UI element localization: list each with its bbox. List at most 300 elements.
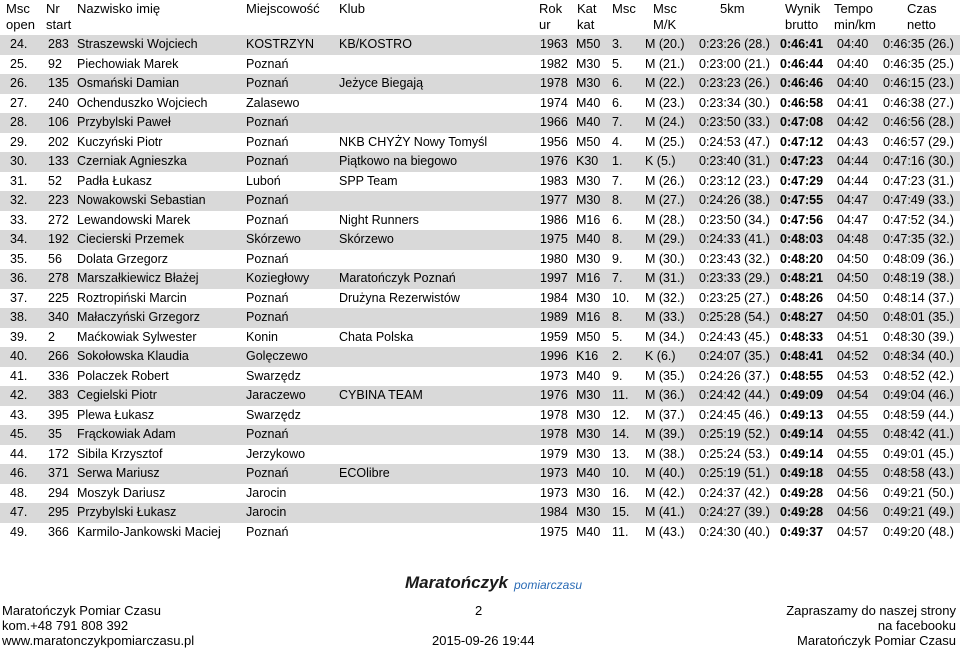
cell-nr: 56: [48, 251, 62, 266]
cell-club: Skórzewo: [339, 232, 394, 246]
cell-netto: 0:46:38 (27.): [883, 95, 954, 110]
cell-brutto: 0:49:14: [780, 446, 824, 461]
cell-tempo: 04:52: [837, 349, 869, 363]
cell-club: CYBINA TEAM: [339, 388, 423, 402]
table-row: [0, 328, 960, 348]
cell-cat: M40: [576, 232, 601, 246]
cell-year: 1978: [540, 407, 568, 422]
cell-brutto: 0:46:46: [780, 76, 824, 90]
table-row: [0, 211, 960, 231]
cell-cat: M30: [576, 290, 601, 305]
cell-cat: M30: [576, 173, 601, 188]
cell-km5: 0:23:34 (30.): [699, 95, 770, 110]
cell-brutto: 0:47:08: [780, 115, 824, 129]
cell-msc: 47.: [10, 505, 28, 519]
cell-km5: 0:24:27 (39.): [699, 505, 770, 519]
cell-msc: 46.: [10, 466, 28, 480]
table-row: [0, 523, 960, 543]
cell-km5: 0:24:45 (46.): [699, 407, 770, 422]
logo-brand: Maratończyk: [405, 573, 508, 592]
cell-km5: 0:25:24 (53.): [699, 446, 770, 461]
cell-cat: M40: [576, 95, 601, 110]
cell-netto: 0:49:21 (50.): [883, 485, 954, 500]
col-header-start: start: [46, 17, 72, 32]
table-row: [0, 250, 960, 270]
cell-year: 1975: [540, 524, 568, 539]
cell-city: Konin: [246, 329, 278, 344]
cell-year: 1989: [540, 310, 568, 324]
cell-netto: 0:46:15 (23.): [883, 76, 954, 90]
cell-city: Jarocin: [246, 505, 287, 519]
cell-km5: 0:24:42 (44.): [699, 388, 770, 402]
cell-cat: M30: [576, 505, 601, 519]
cell-club: Piątkowo na biegowo: [339, 154, 458, 168]
cell-tempo: 04:40: [837, 37, 869, 51]
table-row: [0, 191, 960, 211]
cell-name: Roztropiński Marcin: [77, 290, 187, 305]
cell-msc: 27.: [10, 95, 28, 110]
cell-name: Serwa Mariusz: [77, 466, 160, 480]
cell-km5: 0:23:26 (28.): [699, 37, 770, 51]
table-row: [0, 55, 960, 75]
cell-tempo: 04:55: [837, 427, 869, 441]
cell-brutto: 0:47:29: [780, 173, 824, 188]
table-header: [0, 0, 960, 34]
cell-brutto: 0:47:55: [780, 193, 824, 207]
footer-page-number: 2: [475, 603, 483, 618]
cell-nr: 371: [48, 466, 69, 480]
cell-name: Małaczyński Grzegorz: [77, 310, 200, 324]
cell-catpos: 5.: [612, 56, 623, 71]
cell-catpos: 6.: [612, 212, 623, 227]
cell-name: Lewandowski Marek: [77, 212, 191, 227]
table-row: [0, 269, 960, 289]
cell-year: 1956: [540, 134, 568, 149]
cell-catpos: 1.: [612, 154, 623, 168]
cell-gen: M (31.): [645, 271, 685, 285]
cell-city: Poznań: [246, 212, 289, 227]
cell-tempo: 04:53: [837, 368, 869, 383]
table-row: [0, 74, 960, 94]
footer-invite: Zapraszamy do naszej strony: [786, 603, 956, 618]
cell-netto: 0:49:21 (49.): [883, 505, 954, 519]
cell-catpos: 8.: [612, 310, 623, 324]
cell-nr: 35: [48, 427, 62, 441]
cell-cat: M40: [576, 115, 601, 129]
cell-catpos: 15.: [612, 505, 630, 519]
cell-km5: 0:25:19 (51.): [699, 466, 770, 480]
cell-year: 1977: [540, 193, 568, 207]
col-header-brutto: brutto: [785, 17, 819, 32]
cell-nr: 272: [48, 212, 69, 227]
cell-gen: M (21.): [645, 56, 685, 71]
cell-msc: 49.: [10, 524, 28, 539]
cell-brutto: 0:48:21: [780, 271, 824, 285]
cell-cat: M30: [576, 485, 601, 500]
cell-brutto: 0:49:28: [780, 505, 824, 519]
cell-year: 1982: [540, 56, 568, 71]
cell-msc: 48.: [10, 485, 28, 500]
cell-netto: 0:49:20 (48.): [883, 524, 954, 539]
cell-city: KOSTRZYN: [246, 37, 315, 51]
cell-km5: 0:24:07 (35.): [699, 349, 770, 363]
cell-city: Luboń: [246, 173, 281, 188]
table-row: [0, 133, 960, 153]
cell-gen: M (43.): [645, 524, 685, 539]
cell-name: Osmański Damian: [77, 76, 180, 90]
cell-city: Golęczewo: [246, 349, 308, 363]
cell-name: Moszyk Dariusz: [77, 485, 166, 500]
cell-nr: 294: [48, 485, 69, 500]
col-header-club: Klub: [339, 1, 366, 16]
cell-city: Zalasewo: [246, 95, 300, 110]
cell-gen: M (37.): [645, 407, 685, 422]
cell-tempo: 04:56: [837, 485, 869, 500]
cell-catpos: 6.: [612, 76, 623, 90]
cell-gen: M (25.): [645, 134, 685, 149]
cell-name: Sibila Krzysztof: [77, 446, 163, 461]
cell-year: 1984: [540, 290, 568, 305]
cell-gen: M (35.): [645, 368, 685, 383]
cell-nr: 295: [48, 505, 69, 519]
cell-city: Poznań: [246, 466, 289, 480]
cell-year: 1979: [540, 446, 568, 461]
cell-km5: 0:23:00 (21.): [699, 56, 770, 71]
col-header-tempo: Tempo: [834, 1, 874, 16]
table-row: [0, 172, 960, 192]
cell-km5: 0:23:40 (31.): [699, 154, 770, 168]
cell-nr: 225: [48, 290, 69, 305]
results-table: [0, 35, 960, 542]
cell-gen: M (27.): [645, 193, 685, 207]
cell-year: 1976: [540, 388, 568, 402]
cell-nr: 135: [48, 76, 69, 90]
cell-cat: M30: [576, 56, 601, 71]
cell-brutto: 0:48:26: [780, 290, 824, 305]
cell-catpos: 4.: [612, 134, 623, 149]
cell-year: 1959: [540, 329, 568, 344]
cell-brutto: 0:48:55: [780, 368, 824, 383]
cell-tempo: 04:50: [837, 290, 869, 305]
table-row: [0, 445, 960, 465]
cell-nr: 383: [48, 388, 69, 402]
cell-nr: 283: [48, 37, 69, 51]
cell-catpos: 8.: [612, 232, 623, 246]
cell-gen: M (41.): [645, 505, 685, 519]
table-row: [0, 425, 960, 445]
cell-tempo: 04:56: [837, 505, 869, 519]
cell-msc: 30.: [10, 154, 28, 168]
cell-name: Dolata Grzegorz: [77, 251, 169, 266]
cell-km5: 0:23:12 (23.): [699, 173, 770, 188]
table-row: [0, 386, 960, 406]
cell-catpos: 9.: [612, 251, 623, 266]
cell-km5: 0:23:43 (32.): [699, 251, 770, 266]
cell-gen: M (24.): [645, 115, 685, 129]
cell-km5: 0:23:50 (34.): [699, 212, 770, 227]
cell-name: Przybylski Łukasz: [77, 505, 177, 519]
cell-gen: M (34.): [645, 329, 685, 344]
cell-catpos: 11.: [612, 388, 629, 402]
cell-nr: 133: [48, 154, 69, 168]
cell-brutto: 0:47:56: [780, 212, 824, 227]
col-header-msc-mk: Msc: [653, 1, 677, 16]
cell-gen: M (38.): [645, 446, 685, 461]
cell-brutto: 0:47:23: [780, 154, 824, 168]
col-header-minkm: min/km: [834, 17, 876, 32]
cell-gen: M (42.): [645, 485, 685, 500]
cell-catpos: 12.: [612, 407, 630, 422]
cell-cat: M40: [576, 368, 601, 383]
cell-msc: 31.: [10, 173, 28, 188]
cell-city: Poznań: [246, 56, 289, 71]
cell-catpos: 10.: [612, 290, 630, 305]
col-header-ur: ur: [539, 17, 551, 32]
cell-gen: M (32.): [645, 290, 685, 305]
cell-city: Poznań: [246, 290, 289, 305]
cell-catpos: 2.: [612, 349, 623, 363]
cell-km5: 0:23:25 (27.): [699, 290, 770, 305]
cell-km5: 0:24:30 (40.): [699, 524, 770, 539]
cell-nr: 172: [48, 446, 69, 461]
cell-brutto: 0:48:27: [780, 310, 824, 324]
col-header-5km: 5km: [720, 1, 745, 16]
cell-gen: M (33.): [645, 310, 685, 324]
cell-name: Maćkowiak Sylwester: [77, 329, 197, 344]
cell-name: Piechowiak Marek: [77, 56, 179, 71]
col-header-msc-kat: Msc: [612, 1, 636, 16]
cell-nr: 106: [48, 115, 69, 129]
cell-msc: 36.: [10, 271, 28, 285]
cell-netto: 0:48:42 (41.): [883, 427, 954, 441]
cell-catpos: 14.: [612, 427, 630, 441]
table-row: [0, 503, 960, 523]
cell-cat: M16: [576, 212, 601, 227]
cell-km5: 0:24:26 (37.): [699, 368, 770, 383]
cell-netto: 0:48:01 (35.): [883, 310, 954, 324]
cell-city: Poznań: [246, 134, 289, 149]
table-row: [0, 308, 960, 328]
cell-year: 1963: [540, 37, 568, 51]
cell-city: Jaraczewo: [246, 388, 306, 402]
cell-tempo: 04:44: [837, 154, 869, 168]
cell-catpos: 8.: [612, 193, 623, 207]
cell-year: 1973: [540, 368, 568, 383]
table-row: [0, 35, 960, 55]
cell-brutto: 0:48:41: [780, 349, 824, 363]
cell-netto: 0:48:19 (38.): [883, 271, 954, 285]
cell-club: Chata Polska: [339, 329, 414, 344]
cell-brutto: 0:49:37: [780, 524, 824, 539]
cell-year: 1966: [540, 115, 568, 129]
cell-msc: 33.: [10, 212, 28, 227]
cell-netto: 0:46:35 (25.): [883, 56, 954, 71]
cell-catpos: 16.: [612, 485, 630, 500]
cell-gen: M (36.): [645, 388, 685, 402]
cell-cat: M50: [576, 134, 601, 149]
cell-year: 1978: [540, 76, 568, 90]
cell-brutto: 0:48:20: [780, 251, 824, 266]
cell-tempo: 04:48: [837, 232, 869, 246]
cell-netto: 0:46:57 (29.): [883, 134, 954, 149]
cell-city: Poznań: [246, 310, 289, 324]
cell-cat: M30: [576, 193, 601, 207]
col-header-msc: Msc: [6, 1, 30, 16]
cell-catpos: 9.: [612, 368, 623, 383]
cell-nr: 52: [48, 173, 62, 188]
cell-catpos: 10.: [612, 466, 630, 480]
cell-netto: 0:49:04 (46.): [883, 388, 954, 402]
cell-cat: M16: [576, 271, 601, 285]
cell-catpos: 13.: [612, 446, 630, 461]
cell-msc: 26.: [10, 76, 28, 90]
cell-year: 1996: [540, 349, 568, 363]
cell-nr: 266: [48, 349, 69, 363]
cell-gen: K (5.): [645, 154, 676, 168]
col-header-wynik: Wynik: [785, 1, 821, 16]
cell-nr: 2: [48, 329, 55, 344]
cell-nr: 192: [48, 232, 69, 246]
cell-city: Poznań: [246, 524, 289, 539]
cell-year: 1997: [540, 271, 568, 285]
cell-km5: 0:24:53 (47.): [699, 134, 770, 149]
cell-km5: 0:24:43 (45.): [699, 329, 770, 344]
cell-city: Swarzędz: [246, 407, 301, 422]
table-row: [0, 484, 960, 504]
cell-year: 1983: [540, 173, 568, 188]
cell-cat: M30: [576, 446, 601, 461]
cell-catpos: 5.: [612, 329, 623, 344]
cell-city: Jerzykowo: [246, 446, 306, 461]
footer-facebook: na facebooku: [877, 618, 956, 633]
cell-msc: 45.: [10, 427, 28, 441]
col-header-mk: M/K: [653, 17, 677, 32]
cell-cat: M16: [576, 310, 601, 324]
cell-brutto: 0:48:33: [780, 329, 824, 344]
cell-name: Ciecierski Przemek: [77, 232, 184, 246]
cell-brutto: 0:46:58: [780, 95, 824, 110]
cell-year: 1980: [540, 251, 568, 266]
cell-netto: 0:46:56 (28.): [883, 115, 954, 129]
logo-suffix: pomiarczasu: [514, 578, 583, 592]
cell-gen: M (22.): [645, 76, 685, 90]
cell-catpos: 3.: [612, 37, 623, 51]
cell-name: Sokołowska Klaudia: [77, 349, 189, 363]
table-row: [0, 464, 960, 484]
table-row: [0, 152, 960, 172]
cell-name: Plewa Łukasz: [77, 407, 155, 422]
cell-name: Frąckowiak Adam: [77, 427, 176, 441]
cell-gen: M (29.): [645, 232, 685, 246]
cell-cat: M30: [576, 407, 601, 422]
cell-msc: 25.: [10, 56, 28, 71]
cell-gen: M (23.): [645, 95, 685, 110]
cell-tempo: 04:55: [837, 407, 869, 422]
cell-tempo: 04:40: [837, 56, 869, 71]
col-header-name: Nazwisko imię: [77, 1, 161, 16]
cell-nr: 366: [48, 524, 69, 539]
table-row: [0, 406, 960, 426]
cell-catpos: 11.: [612, 524, 629, 539]
cell-gen: M (28.): [645, 212, 685, 227]
cell-cat: M30: [576, 388, 601, 402]
cell-club: ECOlibre: [339, 466, 390, 480]
cell-netto: 0:48:14 (37.): [883, 290, 954, 305]
cell-brutto: 0:48:03: [780, 232, 824, 246]
cell-name: Czerniak Agnieszka: [77, 154, 187, 168]
cell-nr: 395: [48, 407, 69, 422]
cell-msc: 44.: [10, 446, 28, 461]
cell-name: Cegielski Piotr: [77, 388, 157, 402]
cell-km5: 0:23:23 (26.): [699, 76, 770, 90]
cell-netto: 0:48:30 (39.): [883, 329, 954, 344]
cell-tempo: 04:47: [837, 193, 869, 207]
cell-nr: 340: [48, 310, 69, 324]
cell-netto: 0:47:49 (33.): [883, 193, 954, 207]
cell-netto: 0:47:52 (34.): [883, 212, 954, 227]
cell-tempo: 04:55: [837, 466, 869, 480]
cell-netto: 0:47:35 (32.): [883, 232, 954, 246]
cell-cat: M30: [576, 251, 601, 266]
cell-netto: 0:47:23 (31.): [883, 173, 954, 188]
cell-club: Maratończyk Poznań: [339, 271, 456, 285]
cell-city: Poznań: [246, 427, 289, 441]
cell-year: 1978: [540, 427, 568, 441]
cell-year: 1975: [540, 232, 568, 246]
cell-brutto: 0:49:14: [780, 427, 824, 441]
cell-name: Kuczyński Piotr: [77, 134, 163, 149]
cell-cat: K16: [576, 349, 599, 363]
cell-name: Przybylski Paweł: [77, 115, 171, 129]
cell-brutto: 0:49:28: [780, 485, 824, 500]
footer-company-right: Maratończyk Pomiar Czasu: [797, 633, 956, 648]
col-header-czas: Czas: [907, 1, 937, 16]
cell-brutto: 0:46:41: [780, 37, 824, 51]
cell-gen: K (6.): [645, 349, 676, 363]
table-row: [0, 94, 960, 114]
cell-msc: 42.: [10, 388, 28, 402]
cell-year: 1973: [540, 466, 568, 480]
cell-gen: M (39.): [645, 427, 685, 441]
cell-club: Night Runners: [339, 212, 419, 227]
cell-city: Jarocin: [246, 485, 287, 500]
table-row: [0, 367, 960, 387]
footer-company: Maratończyk Pomiar Czasu: [2, 603, 161, 618]
cell-msc: 29.: [10, 134, 28, 149]
cell-netto: 0:48:34 (40.): [883, 349, 954, 363]
cell-city: Poznań: [246, 154, 289, 168]
cell-catpos: 6.: [612, 95, 623, 110]
logo: [405, 571, 583, 597]
cell-km5: 0:23:33 (29.): [699, 271, 770, 285]
cell-msc: 41.: [10, 368, 28, 383]
cell-name: Polaczek Robert: [77, 368, 169, 383]
col-header-rok: Rok: [539, 1, 563, 16]
cell-brutto: 0:49:09: [780, 388, 824, 402]
cell-year: 1974: [540, 95, 568, 110]
cell-city: Poznań: [246, 251, 289, 266]
cell-city: Poznań: [246, 115, 289, 129]
cell-tempo: 04:57: [837, 524, 869, 539]
cell-club: NKB CHYŻY Nowy Tomyśl: [339, 134, 488, 149]
cell-gen: M (40.): [645, 466, 685, 480]
cell-netto: 0:47:16 (30.): [883, 154, 954, 168]
cell-club: Jeżyce Biegają: [339, 76, 424, 90]
cell-nr: 336: [48, 368, 69, 383]
cell-brutto: 0:49:13: [780, 407, 824, 422]
cell-name: Ochenduszko Wojciech: [77, 95, 208, 110]
cell-name: Nowakowski Sebastian: [77, 193, 206, 207]
